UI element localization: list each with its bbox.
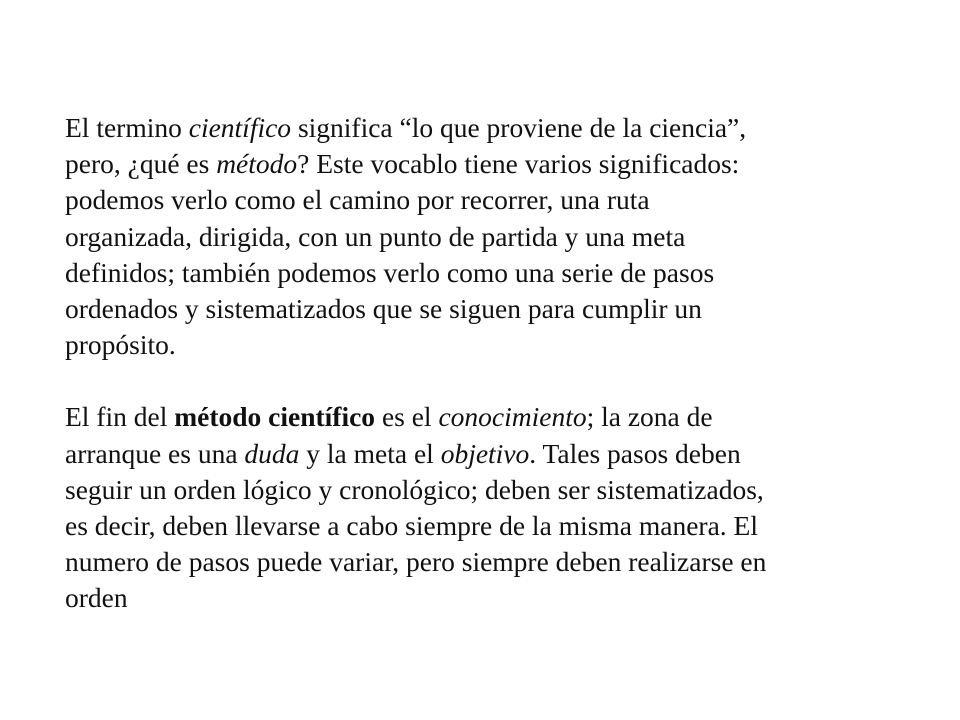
text-run: significa “lo que proviene de la ciencia”, (291, 112, 747, 143)
text-line (65, 146, 905, 182)
text-line: podemos verlo como el camino por recorrer, una ruta (65, 184, 650, 216)
text-run: pero, ¿qué es (65, 148, 217, 180)
paragraph-scientific-method-definition (65, 110, 905, 363)
text-line: propósito. (65, 329, 176, 361)
text-run: y la meta el (299, 437, 441, 469)
paragraph-scientific-method-purpose (65, 399, 905, 616)
text-line: definidos; también podemos verlo como una serie de pasos (65, 256, 715, 288)
text-run: ; la zona de (586, 401, 713, 433)
text-line: es decir, deben llevarse a cabo siempre de la misma manera. El (65, 510, 758, 542)
emphasis-objetivo: objetivo (440, 437, 530, 469)
text-line: numero de pasos puede variar, pero siempre deben realizarse en (65, 546, 767, 578)
text-line (65, 436, 905, 472)
emphasis-cientifico: científico (188, 112, 292, 143)
emphasis-metodo: método (216, 148, 298, 180)
text-line (65, 399, 905, 435)
text-line: seguir un orden lógico y cronológico; deben ser sistematizados, (65, 473, 764, 505)
bold-metodo-cientifico: método científico (174, 401, 376, 433)
text-line: organizada, dirigida, con un punto de partida y una meta (65, 220, 686, 252)
text-run: arranque es una (65, 437, 245, 469)
text-line (65, 110, 905, 146)
text-run: El termino (65, 112, 189, 143)
text-line: orden (65, 582, 128, 614)
text-run: ? Este vocablo tiene varios significados: (297, 148, 740, 180)
text-run: El fin del (65, 401, 175, 433)
emphasis-duda: duda (244, 437, 300, 469)
text-run: . Tales pasos deben (529, 437, 741, 469)
text-run: es el (375, 401, 439, 433)
text-line: ordenados y sistematizados que se siguen para cumplir un (65, 293, 702, 325)
emphasis-conocimiento: conocimiento (438, 401, 587, 433)
slide-body (65, 110, 905, 617)
